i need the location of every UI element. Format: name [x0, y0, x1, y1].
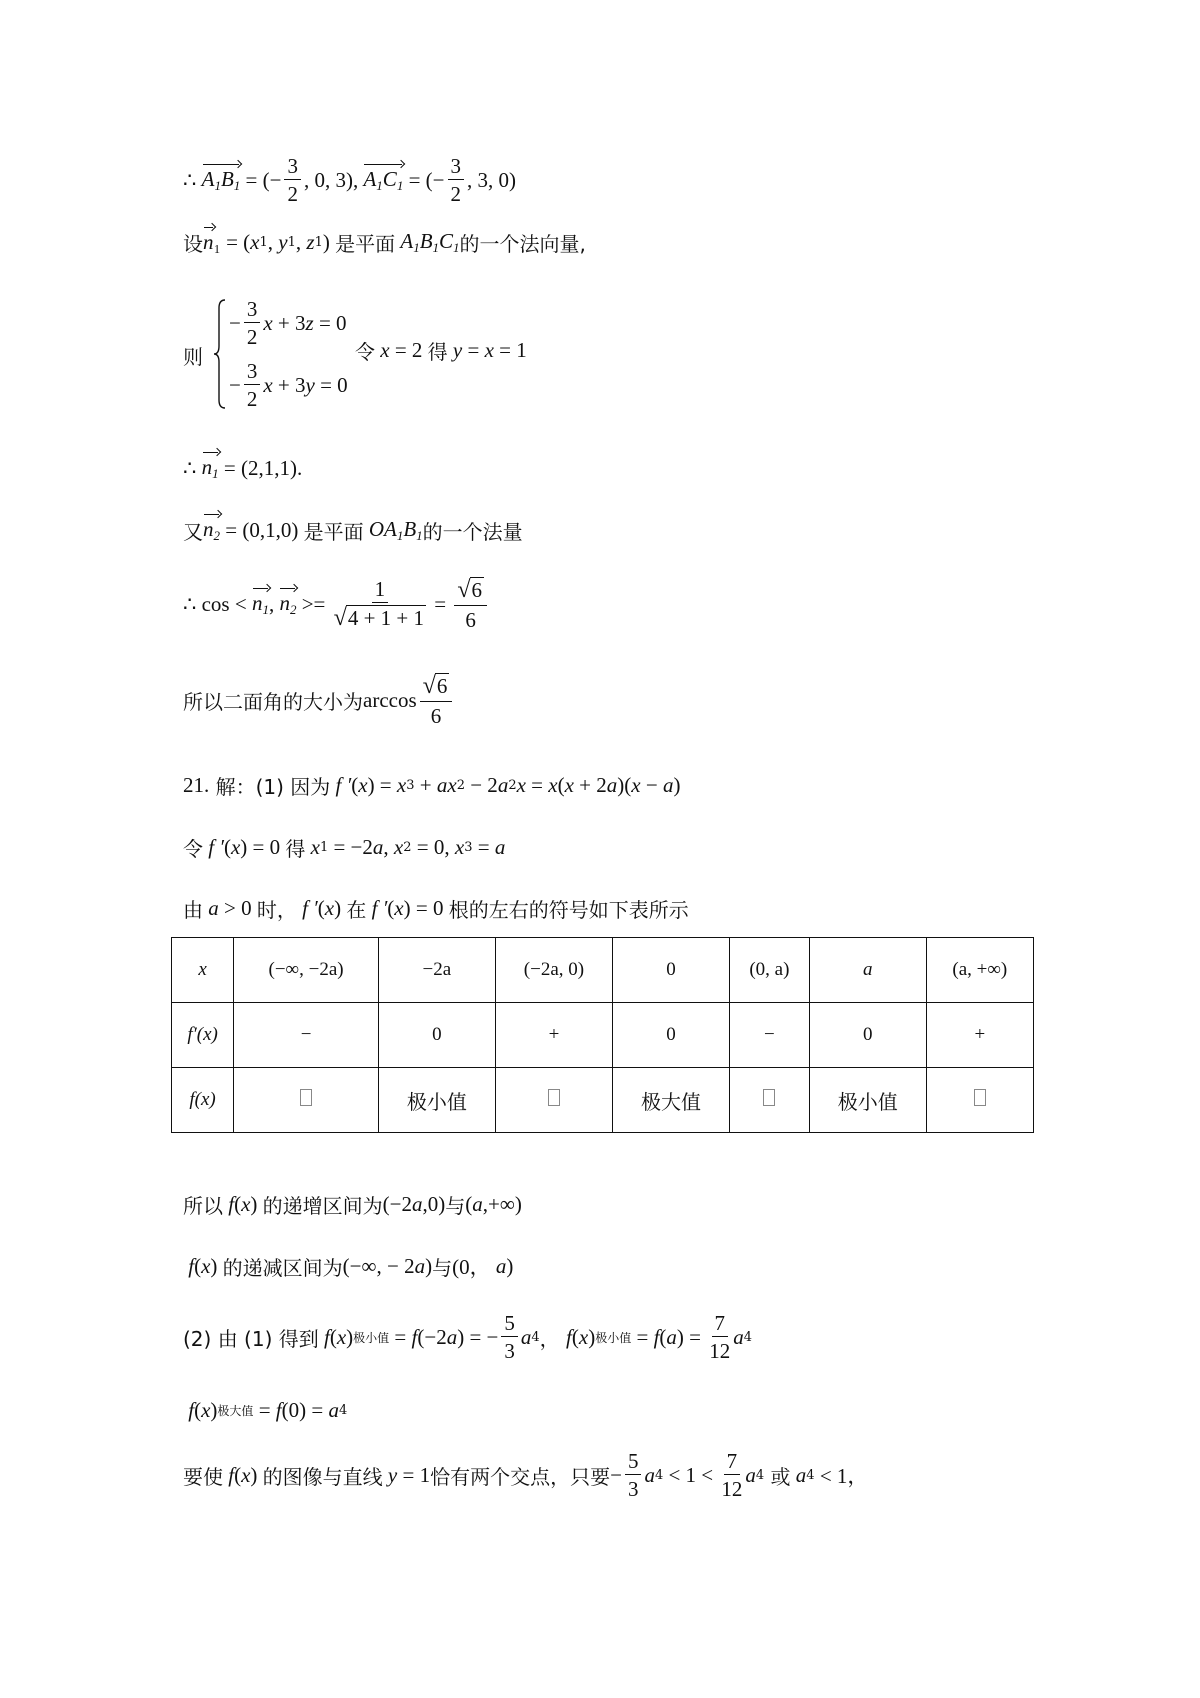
- table-cell: [234, 1068, 379, 1133]
- table-cell: (0, a): [729, 938, 809, 1003]
- increasing-intervals: 所以 f ( x ) 的递增区间为 (−2 a ,0) 与 ( a ,+∞): [183, 1192, 522, 1218]
- equation-1: − $\frac{3}{2}$ x + 3 z = 0: [229, 297, 347, 350]
- table-cell: (−2a, 0): [495, 938, 612, 1003]
- table-cell: 0: [613, 938, 730, 1003]
- cosine-computation: ∴ cos < $n_1$ , $n_2$ >= $\frac{1}{√4 + 1 + 1}$ = $\frac{√6}{6}$: [183, 578, 490, 631]
- table-cell: 0: [809, 1003, 926, 1068]
- fraction: $\frac{3}{2}$: [284, 155, 301, 205]
- sign-table-intro: 由 a > 0 时， f ′ ( x ) 在 f ′ ( x ) = 0 根的左右的符号如下表所示: [183, 896, 689, 922]
- n1-result: ∴ $n_1$ = (2,1,1).: [183, 455, 303, 481]
- table-row-fprime: [172, 1003, 1034, 1068]
- missing-glyph-icon: [974, 1089, 986, 1106]
- table-cell: 极小值: [809, 1068, 926, 1133]
- extreme-value-max: f ( x ) 极大值 = f (0) = a 4: [183, 1398, 348, 1422]
- table-cell: +: [495, 1003, 612, 1068]
- dihedral-angle-result: 所以二面角的大小为 arccos $\frac{√6}{6}$: [183, 674, 455, 727]
- roots-line: 令 f ′ ( x ) = 0 得 x 1 = −2 a , x 2 = 0, x 3 = a: [183, 835, 506, 861]
- missing-glyph-icon: [548, 1089, 560, 1106]
- table-cell: f′(x): [172, 1003, 234, 1068]
- n2-definition: 又 $n_2$ = (0,1,0) 是平面 $OA_1B_1$ 的一个法量: [183, 517, 523, 544]
- table-cell: x: [172, 938, 234, 1003]
- table-cell: −: [729, 1003, 809, 1068]
- table-row-f: [172, 1068, 1034, 1133]
- table-cell: 0: [378, 1003, 495, 1068]
- table-cell: 极大值: [613, 1068, 730, 1133]
- table-header-row: [172, 938, 1034, 1003]
- table-cell: [495, 1068, 612, 1133]
- table-cell: +: [926, 1003, 1033, 1068]
- table-cell: a: [809, 938, 926, 1003]
- extreme-values-min: (2) 由 (1) 得到 f ( x ) 极小值 = f (−2 a ) = − $\frac{5}{3}$ a 4 ， f ( x ) 极小值 = f ( a ) = $\frac{7}{12}$ a 4: [183, 1311, 753, 1364]
- table-cell: (−∞, −2a): [234, 938, 379, 1003]
- table-cell: 极小值: [378, 1068, 495, 1133]
- fraction: $\frac{3}{2}$: [448, 155, 465, 205]
- decreasing-intervals: f ( x ) 的递减区间为 (−∞, − 2 a ) 与 (0， a ): [183, 1253, 514, 1280]
- q21-derivative: 21. 解：(1) 因为 f ′ ( x ) = x 3 + ax 2 − 2 a 2 x = x ( x + 2 a )( x − a ): [183, 773, 681, 799]
- table-cell: 0: [613, 1003, 730, 1068]
- missing-glyph-icon: [763, 1089, 775, 1106]
- missing-glyph-icon: [300, 1089, 312, 1106]
- table-cell: [729, 1068, 809, 1133]
- sign-table: [171, 937, 1034, 1133]
- table-cell: [926, 1068, 1033, 1133]
- table-cell: f(x): [172, 1068, 234, 1133]
- table-cell: −: [234, 1003, 379, 1068]
- table-cell: (a, +∞): [926, 938, 1033, 1003]
- equation-2: − $\frac{3}{2}$ x + 3 y = 0: [229, 359, 348, 412]
- intersection-condition: 要使 f ( x ) 的图像与直线 y = 1 恰有两个交点，只要 − $\frac{5}{3}$ a 4 < 1 < $\frac{7}{12}$ a 4 或 a 4 < 1，: [183, 1449, 869, 1502]
- substitution-note: 令 x = 2 得 y = x = 1: [355, 338, 527, 364]
- normal-vector-definition: 设 n ₁ = ( x 1 , y 1 , z 1 ) 是平面 $A_1B_1C_1$ 的一个法向量,: [183, 229, 586, 256]
- left-brace: [213, 298, 227, 410]
- vector-components-line: ∴ $A_1B_1$ = (− $\frac{3}{2}$ , 0, 3), $A_1C_1$ = (− $\frac{3}{2}$ , 3, 0): [183, 154, 516, 207]
- table-cell: −2a: [378, 938, 495, 1003]
